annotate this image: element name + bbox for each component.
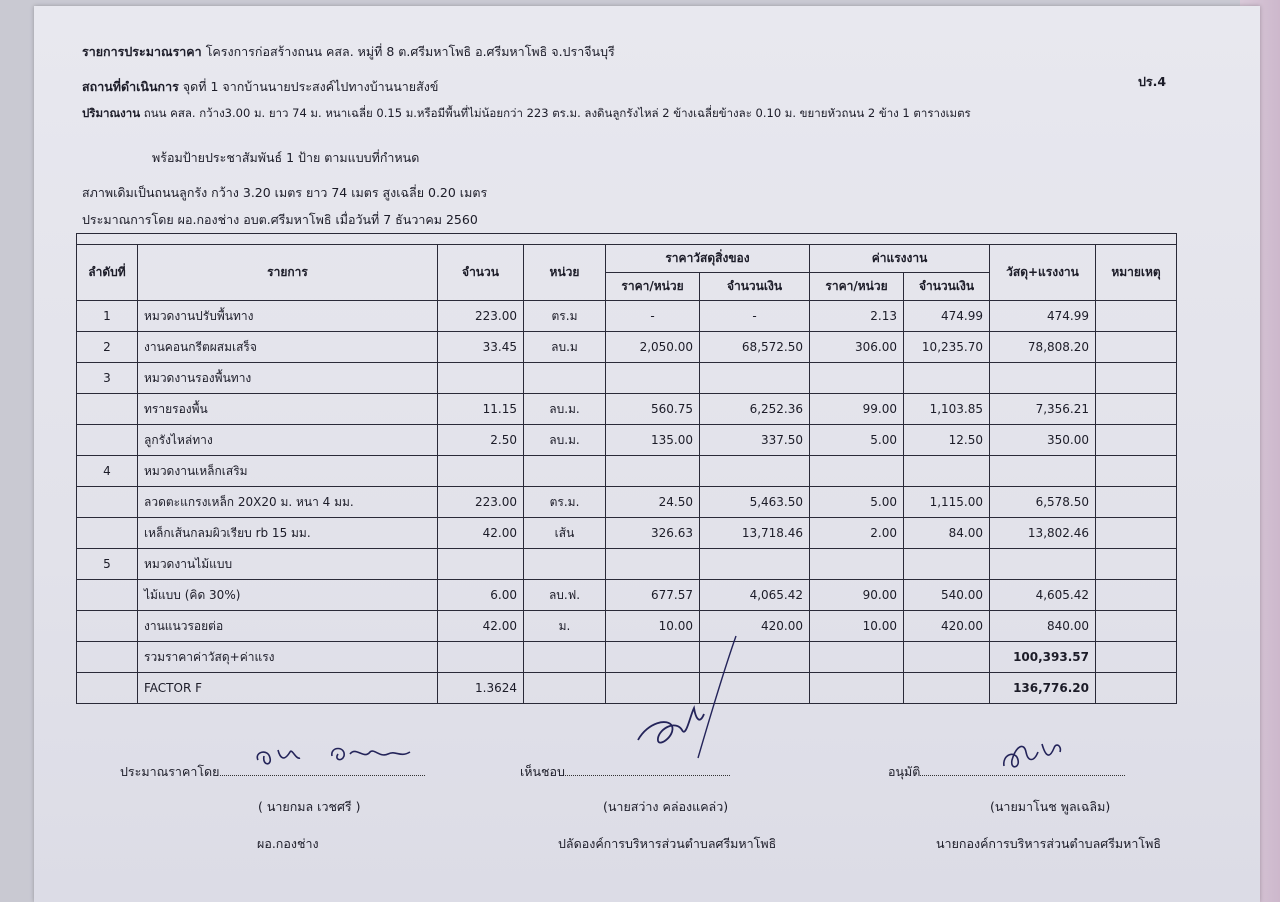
cell-unit	[524, 642, 606, 673]
cell-remark	[1096, 363, 1177, 394]
col-total-header: วัสดุ+แรงงาน	[990, 245, 1096, 301]
quantity-line	[82, 105, 971, 123]
cell-material-price: 24.50	[606, 487, 700, 518]
material-group-header: ราคาวัสดุสิ่งของ	[606, 245, 810, 273]
cell-item: หมวดงานไม้แบบ	[138, 549, 438, 580]
cell-remark	[1096, 642, 1177, 673]
location-label: สถานที่ดำเนินการ	[82, 79, 179, 94]
cell-labor-price	[810, 549, 904, 580]
cell-material-price	[606, 456, 700, 487]
location-line	[82, 77, 438, 97]
cell-labor-price: 306.00	[810, 332, 904, 363]
cell-remark	[1096, 456, 1177, 487]
authorized-title: นายกองค์การบริหารส่วนตำบลศรีมหาโพธิ	[936, 836, 1162, 851]
quantity-text: ถนน คสล. กว้าง3.00 ม. ยาว 74 ม. หนาเฉลี่ย 0.15 ม.หรือมีพื้นที่ไม่น้อยกว่า 223 ตร.ม. ลงดินลูกรังไหล่ 2 ข้างเฉลี่ยข้างละ 0.10 ม. ขยายหัวถนน 2 ข้าง 1 ตารางเมตร	[143, 106, 971, 120]
cell-labor-price: 5.00	[810, 425, 904, 456]
cell-unit: ลบ.ม	[524, 332, 606, 363]
cell-item: ไม้แบบ (คิด 30%)	[138, 580, 438, 611]
table-row-subtotal	[77, 642, 1177, 673]
cell-unit: ลบ.ม.	[524, 394, 606, 425]
cell-no	[77, 394, 138, 425]
cell-remark	[1096, 332, 1177, 363]
cell-total: 100,393.57	[990, 642, 1096, 673]
table-row	[77, 425, 1177, 456]
cell-remark	[1096, 673, 1177, 704]
cell-item: เหล็กเส้นกลมผิวเรียบ rb 15 มม.	[138, 518, 438, 549]
cell-total: 6,578.50	[990, 487, 1096, 518]
estimator-signature	[250, 738, 420, 772]
cell-material-price: -	[606, 301, 700, 332]
cell-material-price	[606, 549, 700, 580]
cell-labor-amount	[904, 456, 990, 487]
table-row	[77, 332, 1177, 363]
cell-unit: ตร.ม.	[524, 487, 606, 518]
cell-labor-amount: 474.99	[904, 301, 990, 332]
cell-unit	[524, 363, 606, 394]
cell-no	[77, 673, 138, 704]
quantity-label: ปริมาณงาน	[82, 106, 141, 120]
header-row-1	[77, 245, 1177, 273]
cell-total: 350.00	[990, 425, 1096, 456]
condition-line: สภาพเดิมเป็นถนนลูกรัง กว้าง 3.20 เมตร ยาว 74 เมตร สูงเฉลี่ย 0.20 เมตร	[82, 185, 488, 200]
cell-no: 3	[77, 363, 138, 394]
cell-material-price: 2,050.00	[606, 332, 700, 363]
cell-material-amount: 13,718.46	[700, 518, 810, 549]
col-remark-header: หมายเหตุ	[1096, 245, 1177, 301]
cell-labor-price: 5.00	[810, 487, 904, 518]
cell-no	[77, 425, 138, 456]
cell-material-price: 135.00	[606, 425, 700, 456]
cell-material-amount	[700, 363, 810, 394]
cell-labor-price	[810, 673, 904, 704]
cell-material-price: 560.75	[606, 394, 700, 425]
cell-qty	[438, 549, 524, 580]
cell-item: งานคอนกรีตผสมเสร็จ	[138, 332, 438, 363]
approved-label: เห็นชอบ	[520, 764, 565, 779]
cell-no: 5	[77, 549, 138, 580]
table-top-border	[77, 234, 1177, 245]
authorizer-signature	[998, 732, 1068, 776]
cell-material-amount	[700, 549, 810, 580]
cell-labor-amount: 10,235.70	[904, 332, 990, 363]
table-row	[77, 301, 1177, 332]
cell-qty: 223.00	[438, 301, 524, 332]
cell-item: ทรายรองพื้น	[138, 394, 438, 425]
cell-material-amount	[700, 456, 810, 487]
cell-item: หมวดงานรองพื้นทาง	[138, 363, 438, 394]
labor-unit-price-header: ราคา/หน่วย	[810, 273, 904, 301]
form-code: ปร.4	[1138, 74, 1167, 89]
labor-amount-header: จำนวนเงิน	[904, 273, 990, 301]
cell-no	[77, 642, 138, 673]
table-row	[77, 363, 1177, 394]
approver-signature	[628, 630, 748, 770]
cell-labor-amount	[904, 642, 990, 673]
cell-material-amount: 337.50	[700, 425, 810, 456]
material-unit-price-header: ราคา/หน่วย	[606, 273, 700, 301]
cell-qty: 2.50	[438, 425, 524, 456]
table-row	[77, 487, 1177, 518]
cell-labor-price	[810, 363, 904, 394]
cell-qty: 33.45	[438, 332, 524, 363]
cell-total	[990, 456, 1096, 487]
cell-total: 78,808.20	[990, 332, 1096, 363]
cell-no	[77, 611, 138, 642]
cell-total	[990, 363, 1096, 394]
table-row	[77, 611, 1177, 642]
cell-qty	[438, 456, 524, 487]
project-label: รายการประมาณราคา	[82, 44, 202, 59]
cell-material-amount: 68,572.50	[700, 332, 810, 363]
cell-material-price: 326.63	[606, 518, 700, 549]
cell-item: FACTOR F	[138, 673, 438, 704]
cell-total: 474.99	[990, 301, 1096, 332]
table-row	[77, 549, 1177, 580]
cell-material-amount: 4,065.42	[700, 580, 810, 611]
cell-remark	[1096, 518, 1177, 549]
cell-item: ลวดตะแกรงเหล็ก 20X20 ม. หนา 4 มม.	[138, 487, 438, 518]
cell-total: 7,356.21	[990, 394, 1096, 425]
cell-labor-amount: 1,103.85	[904, 394, 990, 425]
material-amount-header: จำนวนเงิน	[700, 273, 810, 301]
approved-title: ปลัดองค์การบริหารส่วนตำบลศรีมหาโพธิ	[558, 836, 777, 851]
cell-no: 1	[77, 301, 138, 332]
location-text: จุดที่ 1 จากบ้านนายประสงค์ไปทางบ้านนายสังข์	[182, 79, 439, 94]
table-row	[77, 518, 1177, 549]
cell-remark	[1096, 580, 1177, 611]
cell-labor-price: 90.00	[810, 580, 904, 611]
col-unit-header: หน่วย	[524, 245, 606, 301]
cell-qty	[438, 642, 524, 673]
cell-unit: ตร.ม	[524, 301, 606, 332]
estimate-table	[76, 233, 1177, 704]
cell-total: 4,605.42	[990, 580, 1096, 611]
project-line	[82, 42, 615, 62]
cell-qty: 11.15	[438, 394, 524, 425]
col-no-header: ลำดับที่	[77, 245, 138, 301]
table-row-factor	[77, 673, 1177, 704]
cell-material-amount: 420.00	[700, 611, 810, 642]
cell-material-amount: -	[700, 301, 810, 332]
cell-no: 4	[77, 456, 138, 487]
cell-remark	[1096, 394, 1177, 425]
cell-labor-price: 99.00	[810, 394, 904, 425]
cell-qty: 223.00	[438, 487, 524, 518]
cell-qty: 42.00	[438, 518, 524, 549]
cell-remark	[1096, 301, 1177, 332]
cell-labor-amount: 540.00	[904, 580, 990, 611]
cell-material-amount: 5,463.50	[700, 487, 810, 518]
cell-qty: 1.3624	[438, 673, 524, 704]
col-item-header: รายการ	[138, 245, 438, 301]
cell-labor-amount	[904, 363, 990, 394]
cell-no	[77, 487, 138, 518]
cell-unit: ลบ.ฟ.	[524, 580, 606, 611]
cell-total: 13,802.46	[990, 518, 1096, 549]
cell-remark	[1096, 487, 1177, 518]
cell-remark	[1096, 549, 1177, 580]
cell-no	[77, 580, 138, 611]
cell-unit: เส้น	[524, 518, 606, 549]
cell-material-price	[606, 363, 700, 394]
cell-labor-price: 2.13	[810, 301, 904, 332]
table-row	[77, 456, 1177, 487]
cell-labor-amount: 84.00	[904, 518, 990, 549]
estimated-by-name: ( นายกมล เวชศรี )	[258, 799, 361, 814]
cell-qty	[438, 363, 524, 394]
estimator-line: ประมาณการโดย ผอ.กองช่าง อบต.ศรีมหาโพธิ เมื่อวันที่ 7 ธันวาคม 2560	[82, 212, 478, 227]
cell-labor-amount	[904, 549, 990, 580]
project-text: โครงการก่อสร้างถนน คสล. หมู่ที่ 8 ต.ศรีมหาโพธิ อ.ศรีมหาโพธิ จ.ปราจีนบุรี	[205, 44, 615, 59]
table-row	[77, 580, 1177, 611]
cell-item: ลูกรังไหล่ทาง	[138, 425, 438, 456]
table-row	[77, 394, 1177, 425]
cell-item: หมวดงานเหล็กเสริม	[138, 456, 438, 487]
cell-qty: 42.00	[438, 611, 524, 642]
cell-labor-amount: 420.00	[904, 611, 990, 642]
authorized-label: อนุมัติ	[888, 764, 921, 779]
cell-labor-price: 2.00	[810, 518, 904, 549]
estimated-by-label: ประมาณราคาโดย	[120, 764, 220, 779]
cell-remark	[1096, 425, 1177, 456]
quantity-line-2: พร้อมป้ายประชาสัมพันธ์ 1 ป้าย ตามแบบที่กำหนด	[152, 150, 420, 165]
approved-name: (นายสว่าง คล่องแคล่ว)	[603, 799, 729, 814]
cell-material-price: 10.00	[606, 611, 700, 642]
cell-labor-price	[810, 456, 904, 487]
cell-item: รวมราคาค่าวัสดุ+ค่าแรง	[138, 642, 438, 673]
cell-labor-price	[810, 642, 904, 673]
cell-unit: ม.	[524, 611, 606, 642]
cell-no	[77, 518, 138, 549]
cell-labor-amount	[904, 673, 990, 704]
cell-labor-price: 10.00	[810, 611, 904, 642]
cell-remark	[1096, 611, 1177, 642]
cell-total: 840.00	[990, 611, 1096, 642]
cell-total: 136,776.20	[990, 673, 1096, 704]
cell-total	[990, 549, 1096, 580]
cell-material-amount: 6,252.36	[700, 394, 810, 425]
cell-item: งานแนวรอยต่อ	[138, 611, 438, 642]
estimated-by-title: ผอ.กองช่าง	[257, 836, 319, 851]
cell-no: 2	[77, 332, 138, 363]
cell-labor-amount: 12.50	[904, 425, 990, 456]
col-qty-header: จำนวน	[438, 245, 524, 301]
cell-labor-amount: 1,115.00	[904, 487, 990, 518]
cell-qty: 6.00	[438, 580, 524, 611]
labor-group-header: ค่าแรงงาน	[810, 245, 990, 273]
cell-unit	[524, 549, 606, 580]
cell-unit: ลบ.ม.	[524, 425, 606, 456]
cell-unit	[524, 456, 606, 487]
authorized-name: (นายมาโนช พูลเฉลิม)	[990, 799, 1111, 814]
cell-item: หมวดงานปรับพื้นทาง	[138, 301, 438, 332]
cell-material-price: 677.57	[606, 580, 700, 611]
cell-unit	[524, 673, 606, 704]
